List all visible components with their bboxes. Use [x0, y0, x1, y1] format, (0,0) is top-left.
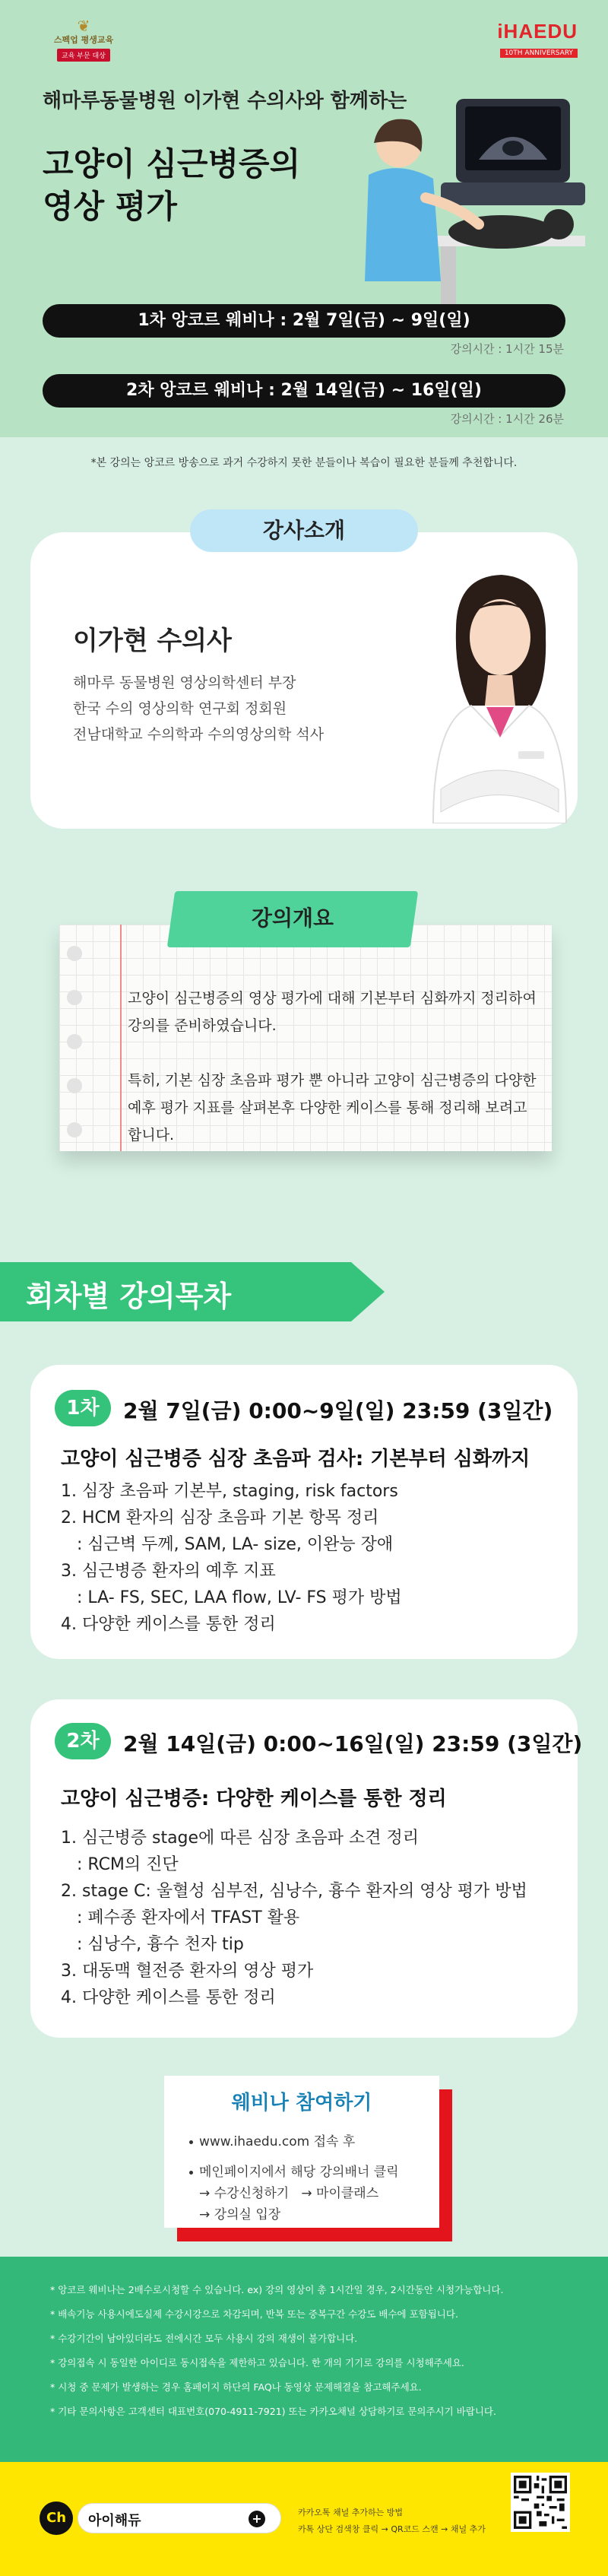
outline-item: : 심낭수, 흉수 천자 tip [61, 1935, 244, 1954]
overview-section-label: 강의개요 [251, 906, 334, 931]
outline-item: : 폐수종 환자에서 TFAST 활용 [61, 1908, 300, 1927]
outline-item: 4. 다양한 케이스를 통한 정리 [61, 1988, 276, 2007]
award-badge [47, 18, 120, 58]
instructor-name: 이가현 수의사 [73, 626, 232, 656]
join-title: 웨비나 참여하기 [231, 2092, 372, 2114]
webinar-1-bar: 1차 앙코르 웨비나 : 2월 7일(금) ~ 9일(일) [43, 304, 565, 338]
outline-item: 1. 심장 초음파 기본부, staging, risk factors [61, 1482, 398, 1501]
schedule-banner-arrow [351, 1262, 385, 1321]
join-step-url[interactable]: www.ihaedu.com 접속 후 [199, 2134, 356, 2149]
outline-item: : LA- FS, SEC, LAA flow, LV- FS 평가 방법 [61, 1588, 402, 1607]
paper-hole [67, 1122, 82, 1137]
overview-paragraph: 고양이 심근병증의 영상 평가에 대해 기본부터 심화까지 정리하여 강의를 준비하였습니다. [128, 990, 537, 1034]
outline-item: : 심근벽 두께, SAM, LA- size, 이완능 장애 [61, 1535, 394, 1554]
note-line: * 강의접속 시 동일한 아이디로 동시접속을 제한하고 있습니다. 한 개의 기기로 강의를 시청해주세요. [50, 2357, 464, 2368]
session-2-date: 2월 14일(금) 0:00~16일(일) 23:59 (3일간) [123, 1731, 583, 1756]
paper-hole [67, 1078, 82, 1093]
overview-paragraph: 특히, 기본 심장 초음파 평가 뿐 아니라 고양이 심근병증의 다양한 예후 평가 지표를 살펴본후 다양한 케이스를 통해 정리해 보려고 합니다. [128, 1072, 537, 1144]
kakao-channel-icon[interactable]: Ch [40, 2501, 73, 2535]
outline-item: 1. 심근병증 stage에 따른 심장 초음파 소견 정리 [61, 1829, 420, 1848]
outline-item: : RCM의 진단 [61, 1855, 179, 1874]
bullet-icon [189, 2140, 193, 2144]
outline-item: 2. HCM 환자의 심장 초음파 기본 항목 정리 [61, 1508, 379, 1528]
note-line: * 기타 문의사항은 고객센터 대표번호(070-4911-7921) 또는 카카오채널 상담하기로 문의주시기 바랍니다. [50, 2406, 496, 2417]
webinar-2-duration: 강의시간 : 1시간 26분 [450, 412, 564, 426]
schedule-title: 회차별 강의목차 [26, 1280, 232, 1313]
kakao-instruction: 카톡 상단 검색창 클릭 → QR코드 스캔 → 채널 추가 [298, 2524, 486, 2534]
outline-item: 3. 대동맥 혈전증 환자의 영상 평가 [61, 1962, 314, 1981]
encore-notice: *본 강의는 앙코르 방송으로 과거 수강하지 못한 분들이나 복습이 필요한 분들께 추천합니다. [90, 457, 518, 469]
outline-item: 2. stage C: 울혈성 심부전, 심낭수, 흉수 환자의 영상 평가 방법 [61, 1882, 527, 1901]
paper-hole [67, 990, 82, 1005]
note-line: * 배속기능 사용시에도실제 수강시강으로 차감되며, 반복 또는 중복구간 수강도 배수에 포함됩니다. [50, 2308, 458, 2320]
qr-code-icon[interactable] [511, 2473, 570, 2532]
award-badge-text: 스펙업 평생교육 [53, 35, 114, 45]
hero-subtitle: 해마루동물병원 이가현 수의사와 함께하는 [43, 90, 407, 113]
instructor-photo [426, 561, 570, 823]
paper-hole [67, 1034, 82, 1049]
kakao-instruction: 카카오톡 채널 추가하는 방법 [298, 2508, 404, 2517]
add-channel-button[interactable]: + [249, 2511, 265, 2527]
outline-item: 4. 다양한 케이스를 통한 정리 [61, 1615, 276, 1634]
webinar-2-bar: 2차 앙코르 웨비나 : 2월 14일(금) ~ 16일(일) [43, 374, 565, 408]
instructor-credential: 해마루 동물병원 영상의학센터 부장 [73, 674, 296, 691]
webinar-1-duration: 강의시간 : 1시간 15분 [450, 342, 564, 356]
outline-item: 3. 심근병증 환자의 예후 지표 [61, 1562, 276, 1581]
kakao-channel-name: 아이해듀 [88, 2513, 141, 2529]
brand-logo-text: iHAEDU [497, 20, 578, 43]
session-2-heading: 고양이 심근병증: 다양한 케이스를 통한 정리 [61, 1788, 447, 1810]
instructor-credential: 전남대학교 수의학과 수의영상의학 석사 [73, 726, 325, 743]
session-1-date: 2월 7일(금) 0:00~9일(일) 23:59 (3일간) [123, 1398, 553, 1423]
join-step: → 수강신청하기 → 마이클래스 [199, 2186, 379, 2201]
anniversary-tag: 10TH ANNIVERSARY [500, 49, 578, 58]
bullet-icon [189, 2171, 193, 2175]
hero-title: 고양이 심근병증의 영상 평가 [43, 145, 301, 225]
note-line: * 앙코르 웨비나는 2배수로시청할 수 있습니다. ex) 강의 영상이 총 1시간일 경우, 2시간동안 시청가능합니다. [50, 2284, 504, 2295]
paper-margin-line [120, 925, 122, 1151]
join-step: 메인페이지에서 해당 강의배너 클릭 [199, 2165, 399, 2180]
brand-logo[interactable] [497, 20, 578, 58]
note-line: * 수강기간이 남아있더라도 전에시간 모두 사용시 강의 재생이 불가합니다. [50, 2333, 358, 2344]
instructor-section-label: 강사소개 [190, 509, 418, 552]
session-1-heading: 고양이 심근병증 심장 초음파 검사: 기본부터 심화까지 [61, 1448, 530, 1470]
laurel-icon: ❦ [77, 17, 90, 35]
session-1-badge: 1차 [55, 1390, 111, 1426]
session-2-badge: 2차 [55, 1723, 111, 1759]
session-2-outline [61, 1825, 555, 2011]
note-line: * 시청 중 문제가 발생하는 경우 홈페이지 하단의 FAQ나 동영상 문제해결을 참고해주세요. [50, 2381, 422, 2393]
session-1-outline [61, 1478, 555, 1638]
join-step: → 강의실 입장 [199, 2207, 281, 2222]
instructor-credential: 한국 수의 영상의학 연구회 정회원 [73, 700, 287, 717]
paper-hole [67, 946, 82, 961]
award-ribbon: 교육 부문 대상 [57, 49, 110, 62]
vet-ultrasound-illustration [327, 84, 585, 312]
